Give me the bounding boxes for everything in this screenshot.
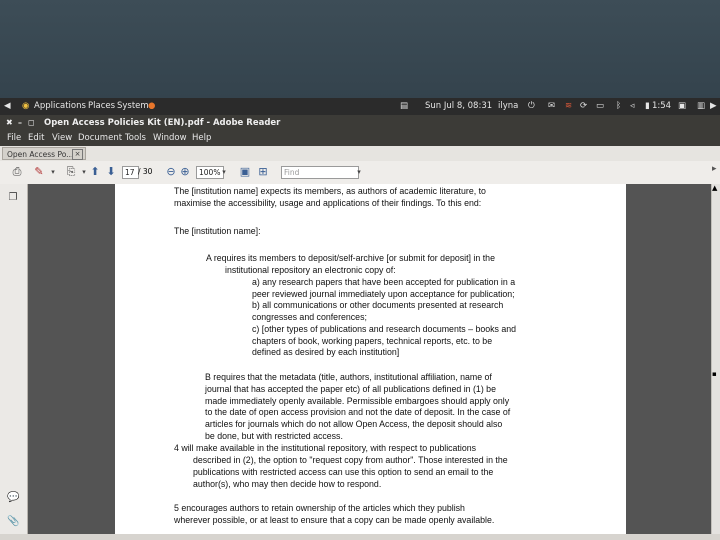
system-menu[interactable]: System [117,101,149,111]
create-pdf-icon[interactable]: ✎ [34,165,44,178]
comments-icon[interactable]: 💬 [7,492,20,503]
battery-label: 1:54 [652,101,672,111]
menu-window[interactable]: Window [153,133,187,143]
doc-line-12: defined as desired by each institution] [252,347,400,357]
page-total-label: / 30 [138,167,153,176]
wifi-icon[interactable]: ≋ [565,101,573,111]
applications-menu[interactable]: Applications [34,101,86,111]
window-title: Open Access Policies Kit (EN).pdf - Adobe Reader [44,118,281,128]
doc-line-13: B requires that the metadata (title, authors, institutional affiliation, name of [205,372,492,382]
doc-line-24: wherever possible, or at least to ensure that a copy can be made openly available. [174,515,495,525]
document-tab[interactable] [2,147,86,160]
menu-tools[interactable]: Tools [125,133,146,143]
fit-width-icon[interactable]: ⊞ [258,165,268,178]
window-minimize-icon[interactable]: – [18,118,22,127]
doc-line-20: described in (2), the option to "request copy from author". Those interested in the [193,455,508,465]
battery-icon[interactable]: ▮ [645,101,650,111]
doc-line-9: congresses and conferences; [252,312,367,322]
pdf-page [115,184,626,540]
zoom-dropdown-icon[interactable]: ▾ [222,168,226,176]
document-tab-label: Open Access Po... [7,150,74,159]
doc-line-11: chapters of book, working papers, technical reports, etc. to be [252,336,493,346]
find-dropdown-icon[interactable]: ▾ [357,168,361,176]
volume-icon[interactable]: ◃ [630,101,635,111]
doc-line-6: a) any research papers that have been accepted for publication in a [252,277,516,287]
attachments-icon[interactable]: 📎 [7,516,20,527]
page-number-input[interactable]: 17 [122,166,139,179]
doc-line-19: 4 will make available in the institutional repository, with respect to publications [174,443,477,453]
trash-icon[interactable]: ▥ [697,101,706,111]
places-menu[interactable]: Places [88,101,116,111]
close-tab-icon[interactable]: × [72,149,83,160]
zoom-in-icon[interactable]: ⊕ [180,165,190,178]
menu-edit[interactable]: Edit [28,133,45,143]
pages-panel-icon[interactable]: ❐ [8,192,18,203]
next-page-icon[interactable]: ⬇ [106,165,116,178]
find-input[interactable]: Find [281,166,359,179]
doc-line-4: A requires its members to deposit/self-archive [or submit for deposit] in the [206,253,495,263]
doc-line-7: peer reviewed journal immediately upon acceptance for publication; [252,289,515,299]
vertical-scrollbar[interactable] [711,184,720,540]
document-tab-bar [0,146,720,162]
doc-line-2: maximise the accessibility, usage and applications of their findings. To this end: [174,198,482,208]
chat-icon[interactable]: ▤ [400,101,409,111]
menu-help[interactable]: Help [192,133,212,143]
menu-file[interactable]: File [7,133,22,143]
attach-dropdown-icon[interactable]: ▾ [82,168,86,176]
ubuntu-logo-icon: ◉ [22,101,30,111]
doc-line-23: 5 encourages authors to retain ownership of the articles which they publish [174,503,465,513]
doc-line-10: c) [other types of publications and research documents – books and [252,324,517,334]
workspace-icon[interactable]: ▣ [678,101,687,111]
window-maximize-icon[interactable]: ◻ [28,118,35,127]
doc-line-3: The [institution name]: [174,226,261,236]
fit-page-icon[interactable]: ▣ [239,165,251,178]
top-panel [0,98,720,115]
datetime-label[interactable]: Sun Jul 8, 08:31 [425,101,493,111]
dropdown-arrow-icon[interactable]: ▾ [51,168,55,176]
doc-line-5: institutional repository an electronic copy of: [225,265,396,275]
doc-line-17: articles for journals which do not allow Open Access, the deposit should also [205,419,503,429]
panel-arrow-right-icon[interactable]: ▶ [710,101,717,111]
menu-view[interactable]: View [52,133,73,143]
doc-line-18: be done, but with restricted access. [205,431,343,441]
firefox-icon[interactable]: ● [148,101,156,111]
toolbar [0,161,720,185]
zoom-select[interactable]: 100% [196,166,224,179]
bluetooth-icon[interactable]: ᛒ [616,101,622,111]
menu-document[interactable]: Document [78,133,123,143]
print-icon[interactable]: ⎙ [12,165,22,178]
window-menu-icon[interactable]: ✖ [6,118,13,127]
desktop-background [0,0,720,98]
doc-line-15: made immediately openly available. Permissible embargoes should apply only [205,396,510,406]
previous-page-icon[interactable]: ⬆ [90,165,100,178]
doc-line-8: b) all communications or other documents presented at research [252,300,504,310]
doc-line-16: to the date of open access provision and not the date of deposit. In the case of [205,407,511,417]
user-label[interactable]: ilyna [498,101,519,111]
sync-icon[interactable]: ⟳ [580,101,588,111]
menu-bar [0,131,720,146]
doc-line-21: publications with restricted access can use this option to send an email to the [193,467,494,477]
zoom-out-icon[interactable]: ⊖ [166,165,176,178]
taskbar-bottom [0,534,720,540]
navigation-pane [0,184,28,540]
scroll-thumb-icon[interactable]: ▪ [712,370,717,378]
attach-icon[interactable]: ⎘ [66,165,76,178]
scroll-up-icon[interactable]: ▲ [712,184,718,192]
display-icon[interactable]: ▭ [596,101,605,111]
doc-line-14: journal that has accepted the paper etc) of all publications defined in (1) be [205,384,496,394]
doc-line-22: author(s), who may then decide how to respond. [193,479,382,489]
toolbar-expand-icon[interactable]: ▸ [712,164,717,174]
window-titlebar[interactable] [0,115,720,131]
power-icon[interactable]: ⏻ [528,101,535,111]
panel-arrow-icon[interactable]: ◀ [4,101,11,111]
mail-icon[interactable]: ✉ [548,101,556,111]
doc-line-1: The [institution name] expects its members, as authors of academic literature, to [174,186,486,196]
